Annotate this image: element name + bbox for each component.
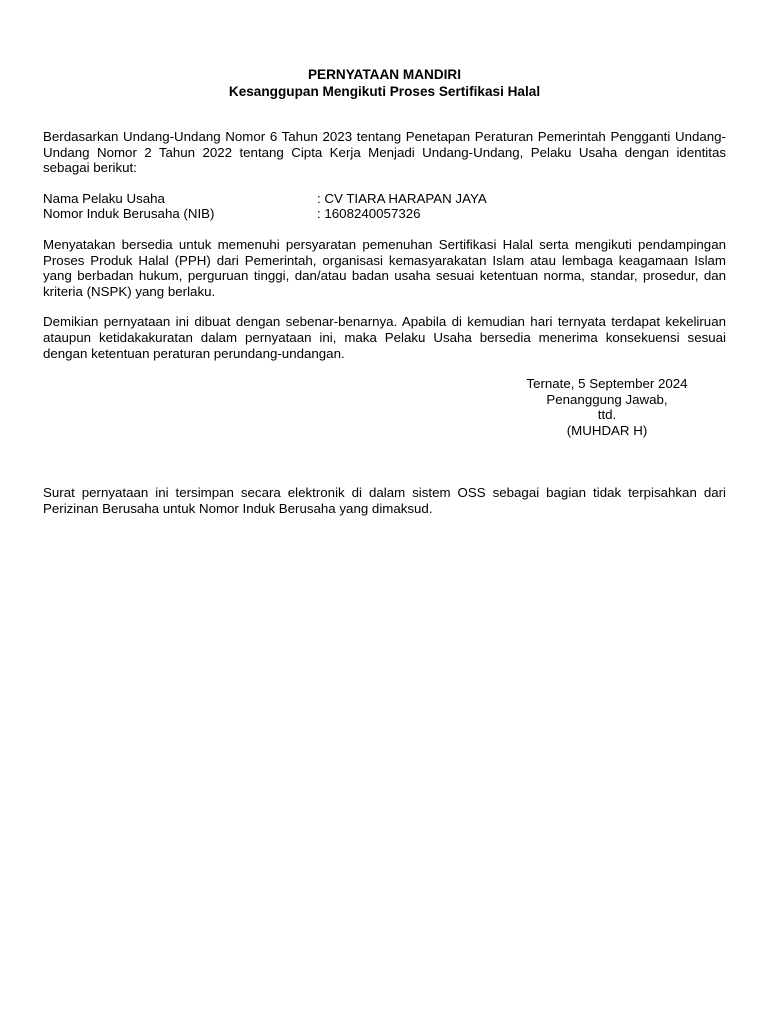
signature-block (43, 376, 726, 438)
identity-row-business-name (43, 191, 726, 207)
intro-paragraph: Berdasarkan Undang-Undang Nomor 6 Tahun 2023 tentang Penetapan Peraturan Pemerintah Pengganti Undang-Undang Nomor 2 Tahun 2022 tentang Cipta Kerja Menjadi Undang-Undang, Pelaku Usaha dengan identitas sebagai berikut: (43, 129, 726, 176)
statement-paragraph: Menyatakan bersedia untuk memenuhi persyaratan pemenuhan Sertifikasi Halal serta mengikuti pendampingan Proses Produk Halal (PPH) dari Pemerintah, organisasi kemasyarakatan Islam atau lembaga keagamaan Islam yang berbadan hukum, perguruan tinggi, dan/atau badan usaha sesuai ketentuan norma, standar, prosedur, dan kriteria (NSPK) yang berlaku. (43, 236, 726, 299)
identity-value: : 1608240057326 (317, 206, 421, 222)
signature-role: Penanggung Jawab, (546, 391, 668, 407)
signature-name: (MUHDAR H) (566, 422, 648, 438)
identity-label: Nomor Induk Berusaha (NIB) (43, 206, 215, 222)
document-subtitle: Kesanggupan Mengikuti Proses Sertifikasi Halal (228, 84, 541, 99)
identity-row-nib (43, 206, 726, 222)
closing-paragraph: Demikian pernyataan ini dibuat dengan sebenar-benarnya. Apabila di kemudian hari ternyata terdapat kekeliruan ataupun ketidakakuratan dalam pernyataan ini, maka Pelaku Usaha bersedia menerima konsekuensi sesuai dengan ketentuan peraturan perundang-undangan. (43, 314, 726, 361)
identity-label: Nama Pelaku Usaha (43, 190, 165, 206)
identity-table (43, 191, 726, 222)
signature-signed-mark: ttd. (597, 407, 617, 423)
document-title: PERNYATAAN MANDIRI (307, 67, 462, 82)
signature-place-date: Ternate, 5 September 2024 (526, 376, 688, 392)
document-header (43, 66, 726, 100)
footer-note: Surat pernyataan ini tersimpan secara elektronik di dalam sistem OSS sebagai bagian tidak terpisahkan dari Perizinan Berusaha untuk Nomor Induk Berusaha yang dimaksud. (43, 485, 726, 516)
identity-value: : CV TIARA HARAPAN JAYA (317, 190, 487, 206)
document-page (43, 66, 726, 531)
